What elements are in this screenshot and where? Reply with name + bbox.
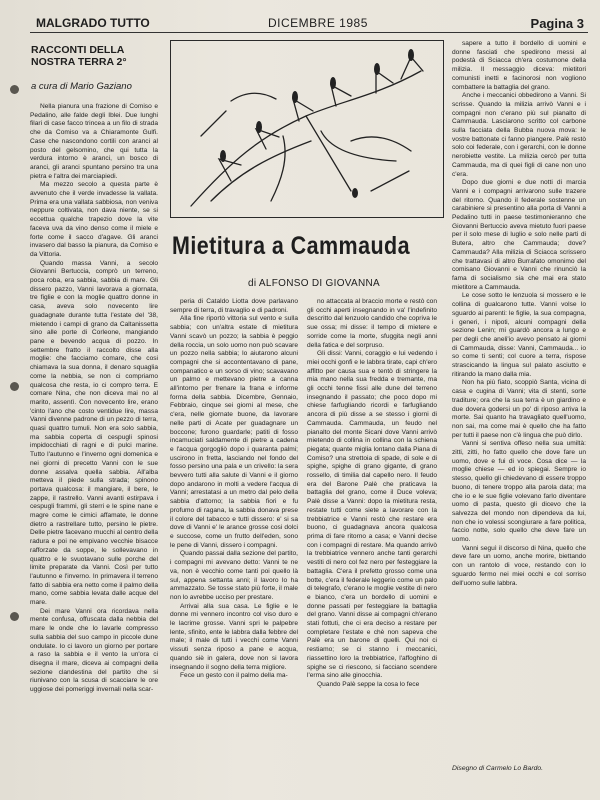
paragraph: Vanni seguì il discorso di Nina, quello che deve fare un uomo, anche morire, biettando con un rantolo di voce, restando con lo sguardo fermo nei miei occhi e col sorriso dell'uomo sulle labbra.	[452, 544, 586, 587]
paragraph: sapere a tutto il bordello di uomini e donne fasciati che spedirono messi al podestà di Sciacca ch'era costumone della milizia. Il messaggio diceva: mietitori comunisti inetti e facinorosi non vogliono combattere la battaglia del grano.	[452, 40, 586, 91]
kicker-line-2: NOSTRA TERRA 2°	[31, 56, 127, 68]
paragraph: Quando Palè seppe la cosa lo fece	[317, 680, 420, 688]
paragraph: Nella pianura una frazione di Comiso e Pedalino, alle falde degli Iblei. Due lunghi filari di case facco trincea a un filo di strada che da Comiso va a Chiaramonte Gulfi. Case che nascondono cortili con aranci al posto del gelsomino, che qui tutta la verdura intorno è aranci, un bosco di aranci, gli aranci spuntano persino tra una pietra e l'altra dei marciapiedi.	[30, 103, 158, 180]
paragraph: Quando passai dalla sezione del partito, i compagni mi avevano detto: Vanni te ne va, non è vecchio come tanti poi quello là sul, appena settanta anni; il lavoro lo ha ammazzato. Se tosse stato più forte, il male non lo avrebbe ucciso per prestare.	[170, 550, 298, 601]
editor-byline: a cura di Mario Gaziano	[31, 81, 132, 92]
section-kicker	[31, 44, 161, 68]
paragraph: Arrivai alla sua casa. Le figlie e le donne mi vennero incontro col viso duro e le lacrime grosse. Vanni spri le palpebre lente, sfinito, ente le labbra dalla febbre del male; il male di tutti i vecchi come Vanni vissuti senza riposo a pane e acqua, quando siè in galera, dove non si lavora insegnando il sogno della terra migliore.	[170, 602, 298, 671]
article-column-2	[170, 298, 298, 794]
paragraph: Gli dissi: Vanni, coraggio e lui vedendo i miei occhi gonfi e le labbra tirate, capi ch'ero affitto per causa sua e tentò di stringere la mia mano nella sua fredda e tremante, ma gli occhi tenne fissi alle dune del terreno insegnando il passato; che poco dopo mi chiese farfugliando ricordi e farfugliando ancora di più disse a se stesso i giorni di Cammauda. Cammauda, un feudo nel pianalto del monte Sicani dove Vanni arrivò mietendo di collina in collina con la schiena piegata; quante miglia lontano dalla Piana di Comiso? una strettoia di spade, di sole e di spighe, spighe di grano gigante, di grano rossello, di timilia dal capello nero. Il feudo era del Barone Palè che praticava la battaglia del grano, come il Duce voleva; Palè disse a Vanni: dopo la mietitura resta, restate tutti come siete a lavorare con la trebbiatrice e Vanni restò che restare era buono, ci guadagnava ancora qualcosa prima di fare ritorno a casa; e Vanni decise con i compagni di restare. Ma quando arrivò la trebbiatrice vennero anche tanti gerarchi vestiti di nero col fez nero per festeggiare la battaglia. C'era il prefetto grosso come una botte, c'era il federale leggerio come un palo di telegrafo, c'erano le moglie vestite di nero e bianco, c'era un bordello di uomini e donne passati per festeggiare la battaglia del grano. Vanni disse ai compagni ch'erano stati fottuti, che ci era deciso a restare per completare l'estate e chè non sapeva che Palè era un barone di quelli. Qui noi ci restiamo; se ci stanno i meccanici, riassettino loro la trebbiatrice, l'affoghino di spighe se ci riescono, si facciano scendere l'erma sino alle ginocchia.	[307, 350, 437, 680]
binder-hole	[10, 382, 19, 391]
binder-hole	[10, 612, 19, 621]
issue-date: DICEMBRE 1985	[268, 16, 368, 30]
paragraph: Vanni si sentiva offeso nella sua umiltà: zitti, zitti, ho fatto quello che dove fare un uomo, dove e fui di voce. Cosa dice — la moglie chiese — ed io spiegai. Sempre io stesso, quello gli chiedevano di essere troppo buono, di tenere troppo alla parola data; ma che io e le sue figlie volevano farlo diventare uomo di pasta, questo gli dicevo che la salvezza del mondo non dipendeva da lui, non che io volessi scongiurare a fare politica, faccio notte, solo quello che deve fare un uomo.	[452, 440, 586, 544]
illustration-credit: Disegno di Carmelo Lo Bardo.	[452, 765, 544, 772]
kicker-line-1: RACCONTI DELLA	[31, 44, 125, 56]
paragraph: Fece un gesto con il palmo della ma-	[180, 672, 288, 680]
paragraph: Dei mare Vanni ora ricordava nella mente confusa, offuscata dalla nebbia del mare le onde che lo lavarle compresso sulla sabbia del suo campo in piccole dune ondulate. Io ci lavoro un giorno per portare a raso la sabbia e il vento la un'ora ci disegna il mare, diceva ai compagni della sezione clandestina del partito che si riunivano con la scusa di scacciare le ore uggiose dei pomeriggi invernali nella scar-	[30, 607, 158, 694]
paragraph: Quando massa Vanni, a secolo Giovanni Bertuccia, comprò un terreno, poca roba, era sabbia, sabbia di mare. Gli dissero pazzo, Vanni lavorava a giornata, tre figlie e con la moglie quattro donne in casa, aveva solo novecento lire guadagnate durante tutta l'estate del '38, mietendo i campi di grano da Caltanissetta sino alle porte di Corleone, mangiando pane e bevendo acqua di pozzo. In settembre fratto il raccolto disse alla moglie: che facciamo comare, che cosi chiamava la sua donna, il denaro squaglia come la nebbia, se non ci compriamo qualcosa che resta, io ci compro terra. E comare Nina, che non diceva mai no al marito, assentì. Con novecento lire, erano 'cinto l'ano che costo ventidue lire, massa Vanni divenne padrone di un pezzo di terra, quasi quattro tumuli. Non era solo sabbia, ma sabbia coperta di cespugli spinosi impidocchiati di ragni e di pulci marine. Tutto l'autunno e l'inverno ogni domenica e nei giorni di precetto Vanni con le sue donne assalva quella sabbia. All'alba metteva il piede sulla strada; spinono portava qualcosa: il mangiare, il bere, le zappe, il rastrello. Vanni avanti estirpava i cespugli frammi, gli sterri e le spine nane e magre come le cimici affamate, le donne dietro a rastrellare tutto, persino le pietre. Delle pietre facevano mucchi al centro della radura e poi ne empivano vecchie bisacce rafforzate da soppe, le sollevavano in quattro e le svuotavano sulle porche del limite preparate da Vanni. Così per tutto l'autunno e l'inverno. In primavera il terreno fatto di sabbia era netto come il palmo della mano, come sabbia levata dalle acque del mare.	[30, 259, 158, 607]
article-column-4	[452, 40, 586, 760]
article-column-3	[307, 298, 437, 794]
binder-hole	[10, 85, 19, 94]
article-column-1	[30, 103, 158, 793]
header-rule	[30, 32, 588, 33]
paragraph: Dopo due giorni e due notti di marcia Vanni e i compagni arrivarono sulle trazere del ritorno. Quando il federale sostenne un carabiniere si presentino alla porta di Vanni a Pedalino tutti in paese testimonieranno che Giovanni Bertuccio aveva mietuto fuori paese per il solo mese di luglio e solo nelle parti di Butera, altro che Cammauda; dove? Cammauda? Alla milizia di Sciacca scrissero che trattavasi di altro Burrafato omonimo del comisano Giovanni e Vanni che rinunciò la fama di socialismo sia che mai era stato mietitore a Cammauda.	[452, 179, 586, 291]
publication-name: MALGRADO TUTTO	[36, 16, 150, 30]
paragraph: Alla fine riportò vittoria sul vento e sulla sabbia; con un'altra estate di mietitura Vanni scavò un pozzo; la sabbia è peggio della roccia, un solo uomo non può scavare un pozzo nella sabbia; lo aiutarono alcuni compagni che si accontentavano di pane, companatico e un sorso di vino; scavavano un palmo e mettevano pietre a canna all'intorno per frenare la frana e informe forma della sabbia. Dicembre, Gennaio, Febbraio, cinque sei giorni al mese, che c'era, nelle giornate buone, da lavorare nelle parti di Acate per guadagnare un boccone; furono guardarle; patiti di fosso incamuciati saldamente di pietre a cadena e l'acqua gorgogliò dopo i quaranta palmi; uscirono in fretta, lasciando nel fondo del fosso persino una pala e un crivello: la sera bevvero tutti alla salute di Vanni e il giorno dopo andarono in molti a vedere l'acqua di Vanni; arrestatasi a un metro dal pelo della sabbia d'attorno; la sabbia fiori e fu profumo di ragana, la sabbia donava prese il colore del tabacco e tutti dissero: e' si sa dove di Vanni e' le arance grosse cosi dolci e succose, come un frutto dell'eden, sono le pene di Vanni, dissero i compagni.	[170, 315, 298, 549]
wheat-sketch	[171, 41, 443, 217]
page-number: Pagina 3	[530, 16, 584, 31]
paragraph: Le cose sotto le lenzuola si mossero e le collina di gualcarono tutte. Vanni volse lo sguardo ai parenti: le figlie, la sua compagna, i generi, i nipoti, alcuni compagni della sezione Lenin; mi guardò ancora a lungo e per degli che aneli'io avevo pensato ai giorni di Cammauda, disse: Vanni, Cammauda... io so come ti senti; col cuore a terra, rispose strascicando la lingua sul palato asciutto e ritirando la mano dalla mia.	[452, 292, 586, 378]
paragraph: Non ha più fiato, scoppiò Santa, vicina di casa e cugina di Vanni; vita di stenti, sorte traditure; ora che la sua terra è un giardino e due dovera godersi un po' di riposo arriva la morte. Sai quanto ha travagliato quell'uomo, non sai, ma come mai è quello che ha fatto per tutti il paese non c'è lingua che può dirlo.	[452, 379, 586, 439]
paragraph: Anche i meccanici obbedirono a Vanni. Si scrisse. Quando la milizia arrivò Vanni e i compagni non c'erano più sul pianalto di Cammauda. Lasciarono scritto col carbone sulla facciata della Bubba nuova mova: le vostre battonate ci fanno piangere. Palè restò solo coi federale, con i gerarchi, con le donne nerobiette vestite. La milizia cercò per tutta Cammauda, ma di quei figli di cane non uno c'era.	[452, 92, 586, 178]
illustration-drawing	[170, 40, 444, 218]
article-title: Mietitura a Cammauda	[172, 232, 411, 260]
paragraph: Ma mezzo secolo a questa parte è avvenuto che il verde invadesse la vallata. Prima era una vallata sabbiosa, non veniva neppure coltivata, non dava niente, se si eccettua qualche trapezio dove la vite faceva uva da vino denso come il miele e forte come il sacco d'agave. Gli aranci invasero dal basso la pianura, da Comiso e da Vittoria.	[30, 181, 158, 258]
paragraph: no attaccata al braccio morte e restò con gli occhi aperti insegnando in va' l'indefinito descritto dal lenzuolo candido che copriva le sue ossa; mi disse: il tempo di mietere e sorride come la morte, sfuggita negli anni della fatica e del sorpruso.	[307, 298, 437, 349]
paragraph: peria di Cataldo Liotta dove parlavano sempre di terra, di travaglio e di padroni.	[170, 298, 298, 314]
author-line: di ALFONSO DI GIOVANNA	[248, 278, 381, 289]
